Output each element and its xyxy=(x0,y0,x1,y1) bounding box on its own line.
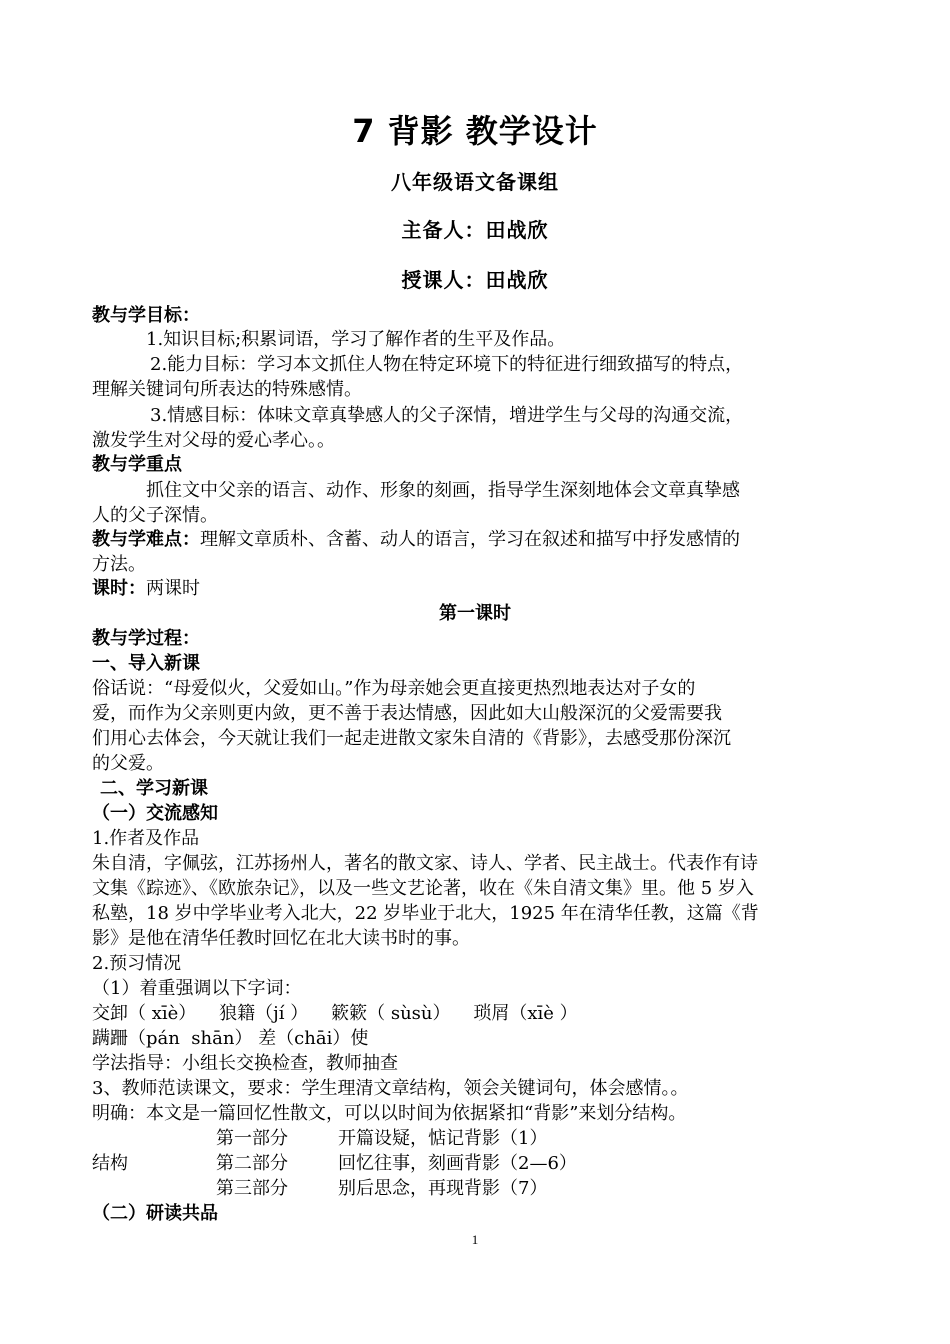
words-heading: （1）着重强调以下字词： xyxy=(92,978,302,999)
structure-part-3: 第三部分 xyxy=(216,1178,288,1199)
hours-line xyxy=(92,576,867,602)
page-number: 1 xyxy=(471,1232,479,1247)
key-points-line1: 抓住文中父亲的语言、动作、形象的刻画，指导学生深刻地体会文章真挚感 xyxy=(146,480,740,501)
goal-ability-line1: 2.能力目标：学习本文抓住人物在特定环境下的特征进行细致描写的特点， xyxy=(150,354,744,375)
difficulty-text: 理解文章质朴、含蓄、动人的语言，学习在叙述和描写中抒发感情的 xyxy=(200,529,740,550)
structure-desc-2: 回忆往事，刻画背影（2—6） xyxy=(338,1153,577,1174)
key-points-heading: 教与学重点 xyxy=(92,454,182,475)
intro-line3: 们用心去体会，今天就让我们一起走进散文家朱自清的《背影》，去感受那份深沉 xyxy=(92,728,731,749)
structure-part-2: 第二部分 xyxy=(216,1153,288,1174)
author-heading: 1.作者及作品 xyxy=(92,828,200,849)
lesson-heading: 第一课时 xyxy=(439,603,511,624)
lecturer: 授课人：田战欣 xyxy=(401,268,549,292)
read-line: 3、教师范读课文，要求：学生理清文章结构，领会关键词句，体会感情。。 xyxy=(92,1078,689,1099)
structure-desc-3: 别后思念，再现背影（7） xyxy=(338,1178,548,1199)
words-line1: 交卸（ xīè） 狼籍（jí ） 簌簌（ sùsù） 琐屑（xīè ） xyxy=(92,1003,578,1024)
key-points-line2: 人的父子深情。 xyxy=(92,505,218,526)
structure-part-1: 第一部分 xyxy=(216,1128,288,1149)
structure-desc-1: 开篇设疑，惦记背影（1） xyxy=(338,1128,548,1149)
author-line1: 朱自清，字佩弦，江苏扬州人，著名的散文家、诗人、学者、民主战士。代表作有诗 xyxy=(92,853,758,874)
section-exchange-heading: （一）交流感知 xyxy=(92,803,218,824)
goal-emotion-line1: 3.情感目标：体味文章真挚感人的父子深情，增进学生与父母的沟通交流， xyxy=(150,405,744,426)
goal-knowledge: 1.知识目标;积累词语，学习了解作者的生平及作品。 xyxy=(146,329,566,350)
structure-label: 结构 xyxy=(92,1153,128,1174)
author-line2: 文集《踪迹》、《欧旅杂记》，以及一些文艺论著，收在《朱自清文集》里。他 5 岁入 xyxy=(92,878,754,899)
goal-emotion-line2: 激发学生对父母的爱心孝心。。 xyxy=(92,430,335,451)
author-line4: 影》是他在清华任教时回忆在北大读书时的事。 xyxy=(92,928,470,949)
intro-line4: 的父爱。 xyxy=(92,753,164,774)
preview-heading: 2.预习情况 xyxy=(92,953,182,974)
difficulty-label: 教与学难点： xyxy=(92,529,200,550)
new-lesson-heading: 二、学习新课 xyxy=(100,778,208,799)
goals-heading: 教与学目标： xyxy=(92,305,200,326)
document-title: 7 背影 教学设计 xyxy=(352,112,598,150)
hours-text: 两课时 xyxy=(146,578,200,599)
group-name: 八年级语文备课组 xyxy=(391,170,559,194)
main-preparer: 主备人：田战欣 xyxy=(401,218,549,242)
section-study-heading: （二）研读共品 xyxy=(92,1203,218,1224)
intro-heading: 一、导入新课 xyxy=(92,653,200,674)
intro-line2: 爱，而作为父亲则更内敛，更不善于表达情感，因此如大山般深沉的父爱需要我 xyxy=(92,703,722,724)
goal-ability-line2: 理解关键词句所表达的特殊感情。 xyxy=(92,379,362,400)
method-line: 学法指导：小组长交换检查，教师抽查 xyxy=(92,1053,398,1074)
author-line3: 私塾，18 岁中学毕业考入北大，22 岁毕业于北大，1925 年在清华任教，这篇《背 xyxy=(92,903,759,924)
words-line2: 蹒跚（pán shān） 差（chāi）使 xyxy=(92,1028,369,1049)
clarify-line: 明确：本文是一篇回忆性散文，可以以时间为依据紧扣“背影”来划分结构。 xyxy=(92,1103,687,1124)
intro-line1: 俗话说：“母爱似火，父爱如山。”作为母亲她会更直接更热烈地表达对子女的 xyxy=(92,678,696,699)
difficulty-line2: 方法。 xyxy=(92,554,146,575)
difficulty-line1 xyxy=(92,527,867,553)
hours-label: 课时： xyxy=(92,578,146,599)
process-heading: 教与学过程： xyxy=(92,628,200,649)
